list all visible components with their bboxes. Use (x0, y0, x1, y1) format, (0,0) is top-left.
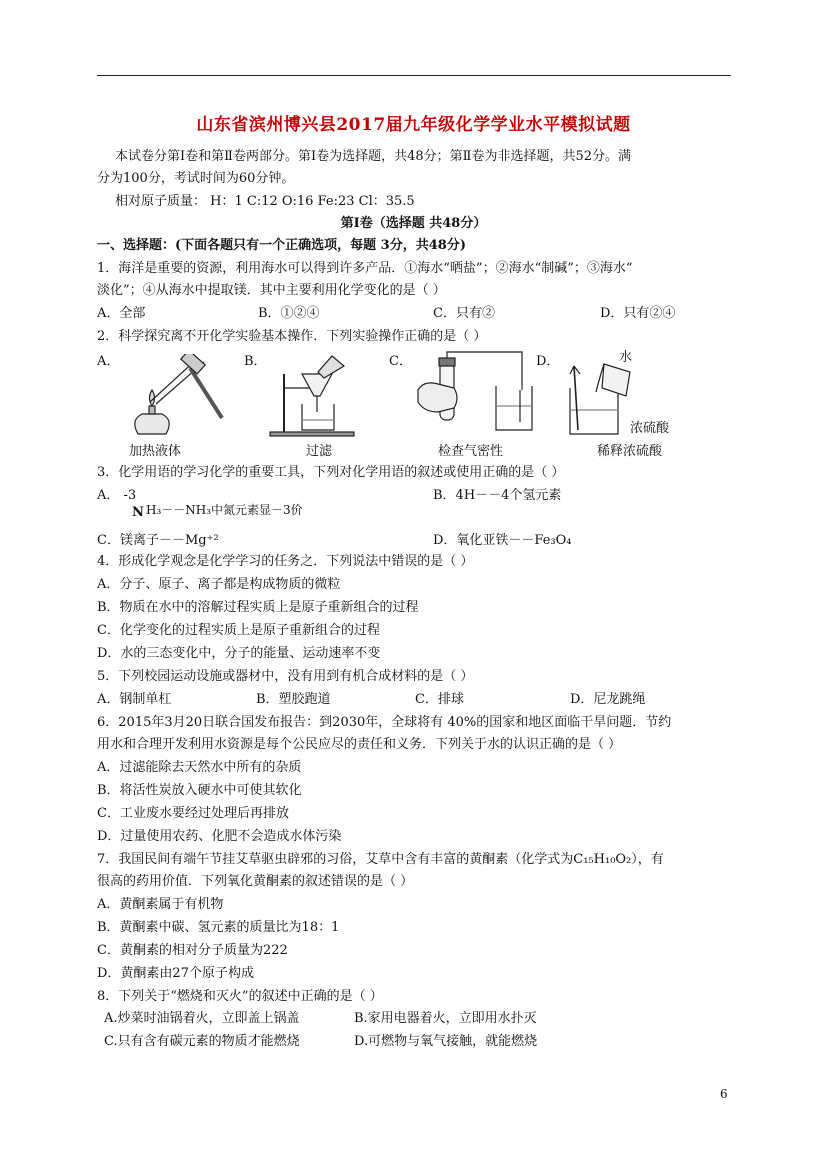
section1-title: 一、选择题：(下面各题只有一个正确选项，每题 3分，共48分) (97, 238, 466, 253)
q7-option-a: A．黄酮素属于有机物 (97, 897, 224, 912)
q4-option-b: B．物质在水中的溶解过程实质上是原子重新组合的过程 (97, 600, 419, 615)
q2-option-c: C． (389, 354, 412, 369)
q8-option-d: D.可燃物与氧气接触，就能燃烧 (354, 1034, 538, 1049)
q3-option-a-prefix: A． -3 (97, 488, 137, 503)
q7-option-b: B．黄酮素中碳、氢元素的质量比为18：1 (97, 920, 340, 935)
q2-option-b: B． (244, 354, 267, 369)
airtightness-check-illustration (414, 350, 534, 436)
caption-filtration: 过滤 (306, 444, 333, 459)
q2-option-a: A． (97, 354, 120, 369)
page-title: 山东省滨州博兴县2017届九年级化学学业水平模拟试题 (196, 115, 631, 135)
q1-option-c: C．只有② (433, 306, 495, 321)
q1-option-a: A．全部 (97, 306, 146, 321)
q3-option-c: C．镁离子－－Mg⁺² (97, 533, 219, 548)
q7-line-1: 7．我国民间有端午节挂艾草驱虫辟邪的习俗，艾草中含有丰富的黄酮素（化学式为C₁₅H₁₀O₂），有 (97, 852, 664, 867)
q8-option-b: B.家用电器着火，立即用水扑灭 (354, 1011, 537, 1026)
page-number: 6 (720, 1087, 728, 1101)
q5-option-b: B．塑胶跑道 (256, 692, 331, 707)
q8-option-a: A.炒菜时油锅着火，立即盖上锅盖 (104, 1011, 300, 1026)
q8-stem: 8．下列关于“燃烧和灭火”的叙述中正确的是（ ） (97, 989, 383, 1004)
header-rule (97, 75, 731, 76)
q5-stem: 5．下列校园运动设施或器材中，没有用到有机合成材料的是（ ） (97, 669, 474, 684)
q3-option-a-n: N (132, 505, 144, 520)
q4-option-d: D．水的三态变化中，分子的能量、运动速率不变 (97, 646, 381, 661)
q2-stem: 2．科学探究离不开化学实验基本操作．下列实验操作正确的是（ ） (97, 329, 487, 344)
filtration-illustration (262, 354, 362, 438)
q7-line-2: 很高的药用价值．下列氧化黄酮素的叙述错误的是（ ） (97, 874, 414, 889)
caption-heating-liquid: 加热液体 (129, 444, 182, 459)
q7-option-c: C．黄酮素的相对分子质量为222 (97, 943, 288, 958)
q1-line-2: 淡化”；④从海水中提取镁．其中主要利用化学变化的是（ ） (97, 283, 446, 298)
q6-option-a: A．过滤能除去天然水中所有的杂质 (97, 760, 302, 775)
q6-option-c: C．工业废水要经过处理后再排放 (97, 806, 289, 821)
q3-option-b: B．4H－－4个氢元素 (433, 488, 562, 503)
q3-stem: 3．化学用语的学习化学的重要工具，下列对化学用语的叙述或使用正确的是（ ） (97, 465, 565, 480)
q7-option-d: D．黄酮素由27个原子构成 (97, 966, 254, 981)
q4-option-a: A．分子、原子、离子都是构成物质的微粒 (97, 577, 341, 592)
q6-option-d: D．过量使用农药、化肥不会造成水体污染 (97, 829, 342, 844)
caption-airtightness: 检查气密性 (438, 444, 504, 459)
q4-option-c: C．化学变化的过程实质上是原子重新组合的过程 (97, 623, 380, 638)
intro-line-1: 本试卷分第Ⅰ卷和第Ⅱ卷两部分。第Ⅰ卷为选择题，共48分；第Ⅱ卷为非选择题，共52分。满 (115, 149, 632, 164)
q5-option-d: D．尼龙跳绳 (570, 692, 646, 707)
q6-line-1: 6．2015年3月20日联合国发布报告：到2030年，全球将有 40%的国家和地区面临干旱问题．节约 (97, 715, 672, 730)
q6-option-b: B．将活性炭放入硬水中可使其软化 (97, 783, 302, 798)
q6-line-2: 用水和合理开发利用水资源是每个公民应尽的责任和义务．下列关于水的认识正确的是（ ） (97, 737, 622, 752)
atomic-mass-line: 相对原子质量： H：1 C:12 O:16 Fe:23 Cl：35.5 (115, 194, 415, 209)
q5-option-a: A．钢制单杠 (97, 692, 172, 707)
q3-option-d: D．氧化亚铁－－Fe₃O₄ (433, 533, 572, 548)
label-water: 水 (619, 350, 633, 365)
caption-dilute-acid: 稀释浓硫酸 (597, 444, 663, 459)
q2-option-d: D． (536, 354, 560, 369)
part1-title: 第Ⅰ卷（选择题 共48分） (340, 216, 487, 231)
q1-option-b: B．①②④ (258, 306, 320, 321)
q1-line-1: 1．海洋是重要的资源，利用海水可以得到许多产品．①海水“晒盐”；②海水“制碱”；③海水“ (97, 261, 633, 276)
q1-option-d: D．只有②④ (600, 306, 676, 321)
label-concentrated-acid: 浓硫酸 (630, 421, 670, 436)
q5-option-c: C．排球 (415, 692, 464, 707)
heating-liquid-illustration (120, 354, 230, 436)
q3-option-a-rest: H₃－－NH₃中氮元素显－3价 (146, 503, 303, 517)
q8-option-c: C.只有含有碳元素的物质才能燃烧 (104, 1034, 300, 1049)
intro-line-2: 分为100分，考试时间为60分钟。 (97, 171, 295, 186)
q4-stem: 4．形成化学观念是化学学习的任务之．下列说法中错误的是（ ） (97, 554, 474, 569)
